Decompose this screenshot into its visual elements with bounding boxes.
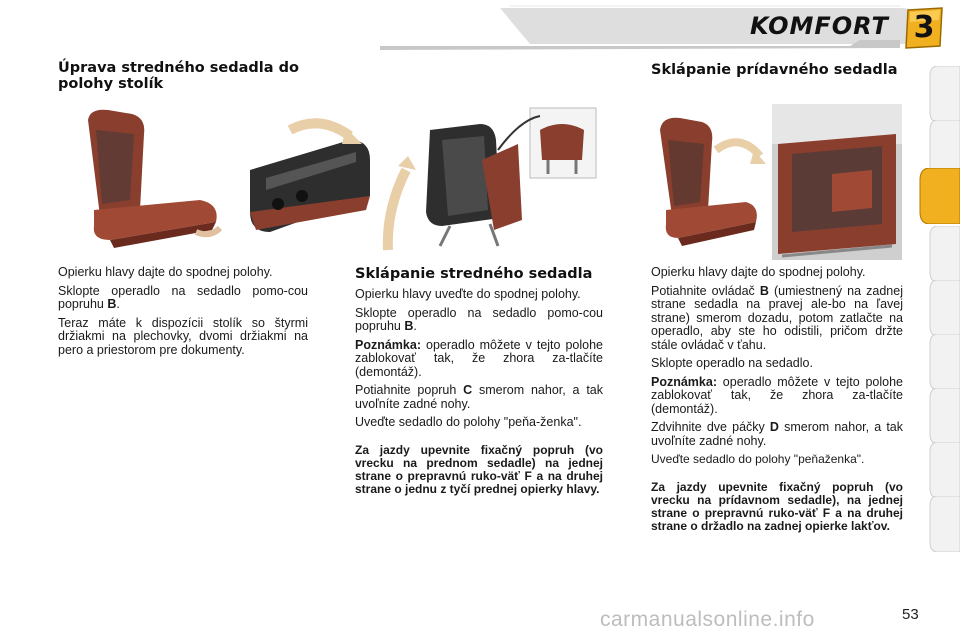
paragraph (355, 416, 603, 430)
lever-label: D (769, 420, 779, 434)
chapter-tab[interactable] (928, 226, 960, 282)
seat-wallet-figure (426, 124, 522, 246)
seat-folded-table-figure (250, 140, 370, 232)
paragraph-text: smerom nahor, a tak uvoľníte zadné nohy. (355, 383, 604, 411)
paragraph (58, 317, 308, 358)
chapter-tab[interactable] (928, 388, 960, 444)
chapter-tab[interactable] (928, 442, 960, 498)
paragraph-text: Uveďte sedadlo do polohy "peňa-ženka". (355, 415, 582, 429)
heading-extra-seat-fold: Sklápanie prídavného sedadla (651, 62, 898, 78)
paragraph-text: Opierku hlavy dajte do spodnej polohy. (651, 265, 866, 279)
control-label: B (759, 283, 769, 298)
seat-upright-figure (88, 110, 217, 248)
paragraph (651, 421, 903, 448)
paragraph-text: Zdvihnite dve páčky (651, 420, 770, 434)
paragraph-text: Teraz máte k dispozícii stolík so štyrmi držiakmi na plechovky, dvomi držiakmi na pero a priestorom pre dokumenty. (58, 315, 308, 357)
paragraph (651, 376, 903, 417)
paragraph-text: Opierku hlavy dajte do spodnej polohy. (58, 265, 273, 279)
chapter-tab[interactable] (928, 334, 960, 390)
paragraph-text: Sklopte operadlo na sedadlo. (651, 356, 813, 370)
driving-warning: Za jazdy upevnite fixačný popruh (vo vrecku na prídavnom sedadle), na jednej strane o prepravnú ruko-väť F a na druhej strane o držadlo na zadnej opierke lakťov. (651, 479, 903, 533)
paragraph-text: Potiahnite popruh (355, 383, 464, 397)
middle-section-body (355, 288, 603, 501)
paragraph-text: operadlo môžete v tejto polohe zablokovať tak, že zhora za-tlačíte (demontáž). (651, 374, 903, 416)
page-number: 53 (902, 606, 919, 623)
paragraph (58, 266, 308, 280)
paragraph-text: Sklopte operadlo na sedadlo pomo-cou popruhu (58, 283, 308, 311)
paragraph (355, 288, 603, 302)
chapter-number: 3 (913, 10, 935, 45)
note-label: Poznámka: (355, 337, 421, 352)
paragraph (355, 339, 603, 380)
paragraph (651, 453, 903, 467)
driving-warning: Za jazdy upevnite fixačný popruh (vo vrecku na prednom sedadle) na jednej strane o prepravnú ruko-väť F a na druhej strane o jednu z tyčí prednej opierky hlavy. (355, 442, 603, 496)
paragraph-text: smerom nahor, a tak uvoľníte zadné nohy. (651, 420, 903, 448)
paragraph-text: Sklopte operadlo na sedadlo pomo-cou popruhu (355, 305, 603, 333)
extra-seat-illustration (650, 110, 770, 260)
paragraph (355, 384, 603, 411)
heading-middle-seat-fold: Sklápanie stredného sedadla (355, 266, 593, 282)
left-section-body (58, 266, 308, 362)
paragraph (651, 285, 903, 353)
paragraph-text: . (413, 319, 417, 333)
chapter-tabs (928, 66, 960, 576)
extra-seat-folded-photo (772, 104, 902, 260)
right-section-body (651, 266, 903, 538)
paragraph-text: . (116, 297, 120, 311)
chapter-tab[interactable] (928, 280, 960, 336)
strap-label: B (107, 297, 117, 311)
paragraph-text: Uveďte sedadlo do polohy "peňaženka". (651, 452, 865, 466)
note-label: Poznámka: (651, 374, 717, 389)
paragraph-text: Potiahnite ovládač (651, 283, 760, 298)
paragraph-text: (umiestnený na zadnej strane sedadla na pravej ale-bo na ľavej strane) smerom dozadu, potom zatlačte na operadlo, aby ste ho odistili, pričom držte stále ovládač v ťahu. (651, 283, 903, 352)
watermark: carmanualsonline.info (600, 608, 815, 631)
paragraph-text: Opierku hlavy uveďte do spodnej polohy. (355, 287, 581, 301)
seat-folding-illustration (70, 100, 600, 260)
chapter-tab-active[interactable] (918, 168, 960, 224)
paragraph (58, 285, 308, 312)
chapter-tab[interactable] (928, 66, 960, 122)
paragraph (651, 357, 903, 371)
strap-label: B (404, 319, 414, 333)
chapter-title: KOMFORT (750, 12, 889, 40)
heading-table-position: Úprava stredného sedadla do polohy stolík (58, 60, 299, 92)
paragraph-text: operadlo môžete v tejto polohe zablokovať tak, že zhora za-tlačíte (demontáž). (355, 337, 603, 379)
paragraph (651, 266, 903, 280)
chapter-tab[interactable] (928, 496, 960, 552)
strap-label: C (463, 383, 473, 397)
paragraph (355, 307, 603, 334)
